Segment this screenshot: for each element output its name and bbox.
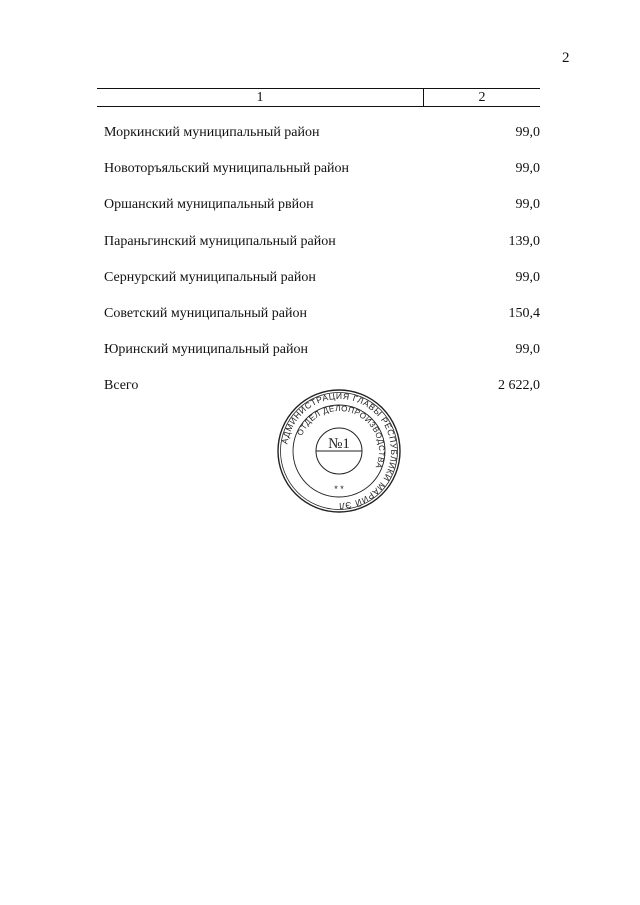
district-name: Параньгинский муниципальный район: [104, 233, 336, 249]
district-value: 99,0: [515, 125, 540, 140]
district-name: Советский муниципальный район: [104, 305, 307, 321]
district-name: Юринский муниципальный район: [104, 342, 308, 358]
district-value: 150,4: [508, 305, 540, 321]
district-value: 99,0: [515, 342, 540, 358]
district-value: 99,0: [515, 197, 540, 213]
table-row: [97, 306, 540, 342]
stamp-stars: * *: [334, 484, 344, 494]
district-name: Оршанский муниципальный рвйон: [104, 197, 314, 213]
district-value: 139,0: [508, 233, 540, 249]
column-header-1: 1: [97, 89, 424, 106]
allocation-table: [97, 88, 540, 415]
table-row: [97, 342, 540, 378]
stamp-outer-text: АДМИНИСТРАЦИЯ ГЛАВЫ РЕСПУБЛИКИ МАРИЙ ЭЛ: [279, 390, 400, 512]
table-row: [97, 197, 540, 233]
total-value: 2 622,0: [498, 378, 540, 394]
table-row: [97, 125, 540, 161]
table-row: [97, 270, 540, 306]
stamp-inner-text: ОТДЕЛ ДЕЛОПРОИЗВОДСТВА: [295, 403, 387, 471]
district-name: Новоторъяльский муниципальный район: [104, 161, 350, 177]
total-label: Всего: [104, 378, 139, 394]
column-header-2: 2: [478, 90, 486, 105]
table-row: [97, 161, 540, 197]
table-row: [97, 234, 540, 270]
district-name: Сернурский муниципальный район: [104, 269, 316, 285]
page-number: 2: [562, 50, 570, 66]
table-body: [97, 125, 540, 415]
district-value: 99,0: [515, 269, 540, 285]
stamp-center-text: №1: [328, 436, 350, 452]
district-value: 99,0: [515, 161, 540, 177]
table-header: [97, 88, 540, 107]
official-stamp: [276, 388, 402, 514]
district-name: Моркинский муниципальный район: [104, 125, 320, 140]
